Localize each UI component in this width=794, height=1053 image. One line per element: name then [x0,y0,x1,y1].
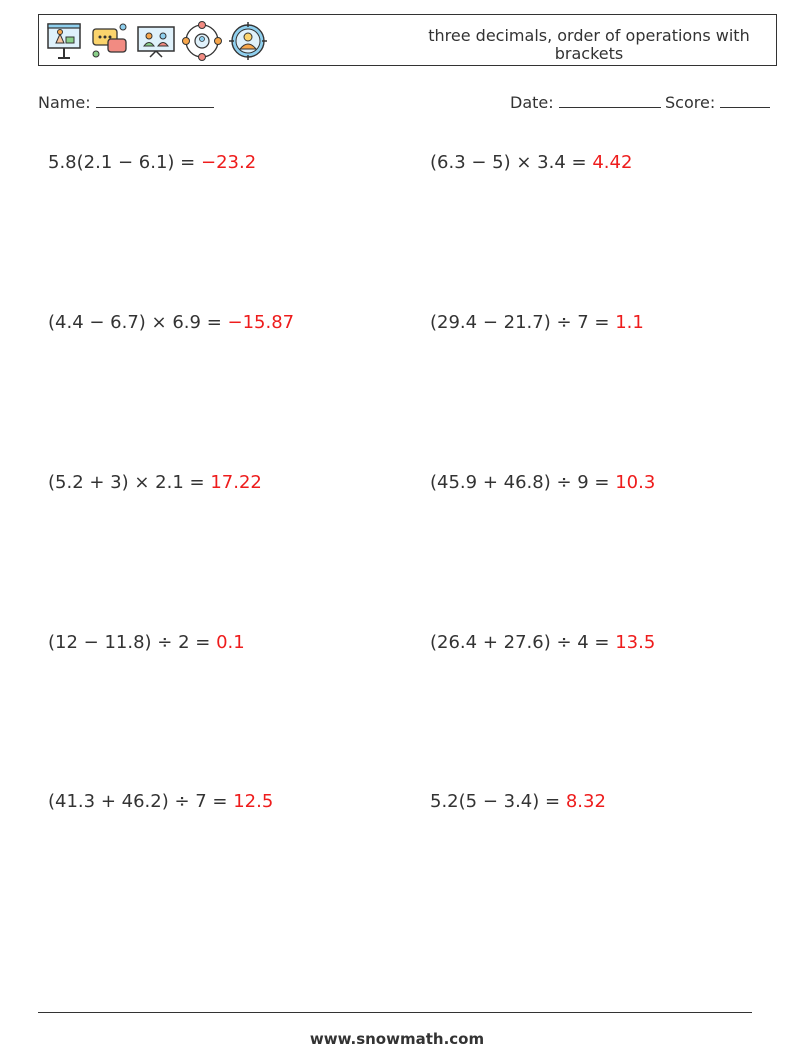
score-field[interactable] [665,93,770,112]
problem-answer: 4.42 [592,152,633,173]
name-field[interactable] [38,93,214,112]
footer-site[interactable]: www.snowmath.com [309,1030,485,1048]
problem-expression: (45.9 + 46.8) ÷ 9 = [430,472,616,493]
problem-expression: (41.3 + 46.2) ÷ 7 = [48,791,234,812]
problem-expression: (12 − 11.8) ÷ 2 = [48,632,217,653]
online-meeting-icon [136,21,176,61]
name-blank[interactable] [96,93,214,108]
problem-expression: (4.4 − 6.7) × 6.9 = [48,312,228,333]
problem-answer: 10.3 [615,472,656,493]
problem-expression: (6.3 − 5) × 3.4 = [430,152,593,173]
problem-answer: 8.32 [565,791,606,812]
problem-expression: (26.4 + 27.6) ÷ 4 = [430,632,616,653]
problem-2 [430,152,632,173]
title-line-2: brackets [554,44,624,63]
problem-answer: 13.5 [615,632,656,653]
presentation-board-icon [44,21,84,61]
problem-answer: 12.5 [233,791,274,812]
problem-8 [430,632,655,653]
user-target-icon [228,21,268,61]
worksheet-header [38,14,777,66]
problem-answer: 1.1 [615,312,644,333]
problem-7 [48,632,245,653]
problem-expression: 5.8(2.1 − 6.1) = [48,152,201,173]
problem-4 [430,312,644,333]
name-label: Name: [38,93,91,112]
header-icons [44,21,268,61]
problem-answer: 17.22 [210,472,262,493]
problem-expression: (29.4 − 21.7) ÷ 7 = [430,312,616,333]
date-field[interactable] [510,93,661,112]
problem-answer: −23.2 [200,152,257,173]
score-label: Score: [665,93,716,112]
date-label: Date: [510,93,554,112]
problem-1 [48,152,256,173]
problem-expression: 5.2(5 − 3.4) = [430,791,566,812]
problem-10 [430,791,606,812]
team-network-icon [182,21,222,61]
title-line-1: three decimals, order of operations with [428,26,750,45]
worksheet-title [419,27,759,63]
problem-expression: (5.2 + 3) × 2.1 = [48,472,211,493]
chat-bubbles-icon [90,21,130,61]
score-blank[interactable] [720,93,770,108]
problem-3 [48,312,294,333]
problem-5 [48,472,262,493]
problem-answer: −15.87 [227,312,295,333]
problem-answer: 0.1 [216,632,245,653]
problem-6 [430,472,655,493]
date-blank[interactable] [559,93,661,108]
problem-9 [48,791,273,812]
footer-divider [38,1012,752,1013]
